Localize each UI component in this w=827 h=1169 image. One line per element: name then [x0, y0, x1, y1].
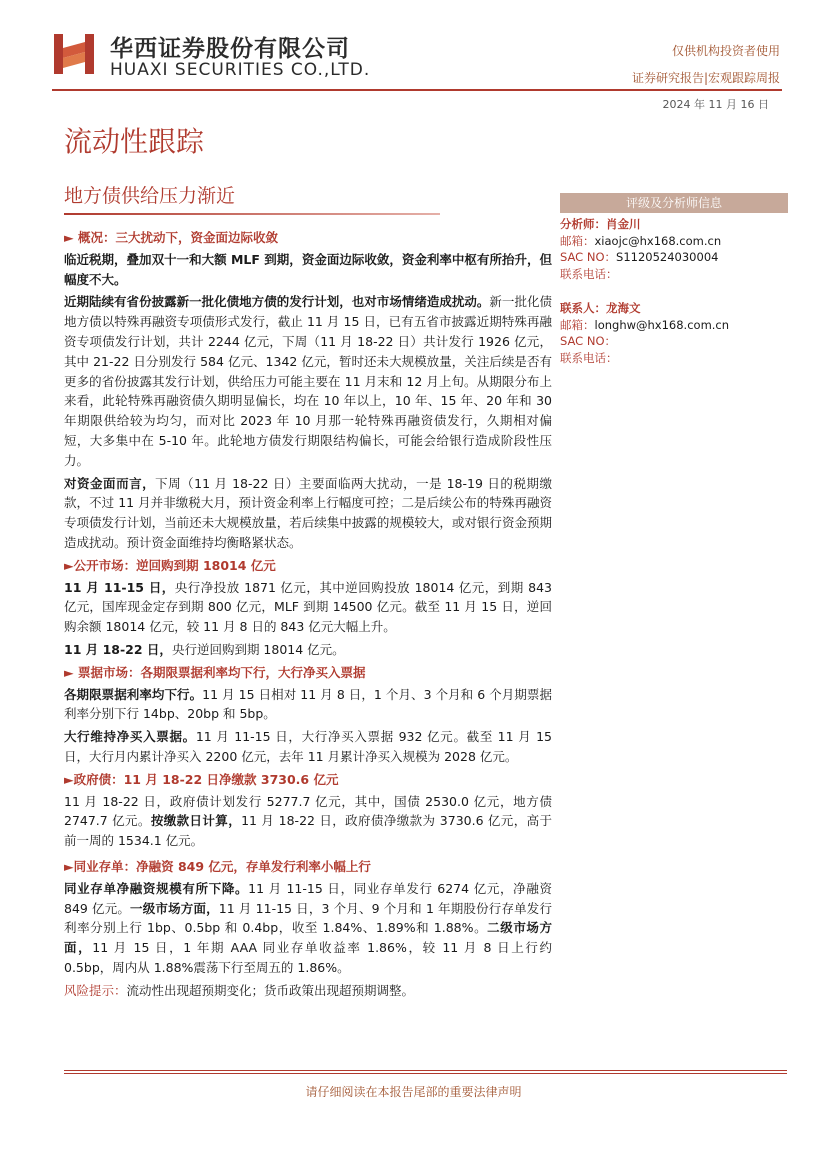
report-date: 2024 年 11 月 16 日: [662, 98, 769, 111]
paragraph: 同业存单净融资规模有所下降。11 月 11-15 日，同业存单发行 6274 亿元，净融资 849 亿元。一级市场方面，11 月 11-15 日，3 个月、9 个月和 1 年期股份行存单发行利率分别上行 1bp、0.5bp 和 0.4bp，收至 1.84%、1.89%和 1.88%。二级市场方面，11 月 15 日，1 年期 AAA 同业存单收益率 1.86%，较 11 月 8 日上行约 0.5bp，周内从 1.88%震荡下行至周五的 1.86%。: [64, 880, 552, 975]
audience-note: 仅供机构投资者使用: [671, 44, 780, 58]
section-heading: ►同业存单：净融资 849 亿元，存单发行利率小幅上行: [64, 858, 371, 874]
company-name-en: HUAXI SECURITIES CO.,LTD.: [110, 60, 371, 80]
paragraph: 11 月 11-15 日，央行净投放 1871 亿元，其中逆回购投放 18014 亿元，到期 843 亿元，国库现金定存到期 800 亿元，MLF 到期 14500 亿元。截至 11 月 15 日，逆回购余额 18014 亿元，较 11 月 8 日的 843 亿元大幅上升。: [64, 579, 552, 635]
paragraph: 各期限票据利率均下行。11 月 15 日相对 11 月 8 日，1 个月、3 个月和 6 个月期票据利率分别下行 14bp、20bp 和 5bp。: [64, 686, 552, 722]
subtitle-underline: [64, 213, 440, 215]
legal-notice-footer: 请仔细阅读在本报告尾部的重要法律声明: [305, 1085, 522, 1099]
contact-name: 联系人：龙海文: [560, 301, 641, 315]
huaxi-logo-icon: [52, 32, 96, 76]
analyst-phone: 联系电话：: [560, 266, 618, 281]
risk-note: 风险提示：流动性出现超预期变化；货币政策出现超预期调整。: [64, 982, 415, 998]
paragraph: 大行维持净买入票据。11 月 11-15 日，大行净买入票据 932 亿元。截至 11 月 15 日，大行月内累计净买入 2200 亿元，去年 11 月累计净买入规模为 2028 亿元。: [64, 729, 552, 764]
paragraph: 11 月 18-22 日，政府债计划发行 5277.7 亿元，其中，国债 2530.0 亿元，地方债 2747.7 亿元。按缴款日计算，11 月 18-22 日，政府债净缴款为 3730.6 亿元，高于前一周的 1534.1 亿元。: [64, 793, 552, 849]
section-heading: ► 概况：三大扰动下，资金面边际收敛: [64, 230, 278, 245]
paragraph: 对资金面而言，下周（11 月 18-22 日）主要面临两大扰动，一是 18-19 日的税期缴款，不过 11 月并非缴税大月，预计资金利率上行幅度可控；二是后续公布的特殊再融资专项债发行计划，当前还未大规模放量，若后续集中披露的规模较大，或对银行资金预期造成扰动。预计资金面维持均衡略紧状态。: [64, 475, 552, 550]
analyst-name: 分析师：肖金川: [560, 217, 641, 231]
section-heading: ► 票据市场：各期限票据利率均下行，大行净买入票据: [64, 664, 366, 680]
section-heading: ►公开市场：逆回购到期 18014 亿元: [64, 557, 276, 573]
report-title: 流动性跟踪: [64, 125, 205, 158]
footer-divider-bottom: [64, 1073, 787, 1074]
paragraph: 近期陆续有省份披露新一批化债地方债的发行计划，也对市场情绪造成扰动。新一批化债地方债以特殊再融资专项债形式发行，截止 11 月 15 日，已有五省市披露近期特殊再融资专项债发行计划，共计 2244 亿元，下周（11 月 18-22 日）共计发行 1926 亿元，其中 21-22 日分别发行 584 亿元、1342 亿元，暂时还未大规模放量，关注后续是否有更多的省份披露其发行计划，供给压力可能主要在 11 月末和 12 月上旬。从期限分布上来看，此轮特殊再融资债久期明显偏长，均在 10 年以上，10 年、15 年、20 年和 30 年期限供给较为均匀，而对比 2023 年 10 月那一轮特殊再融资债发行，久期相对偏短，大多集中在 5-10 年。此轮地方债发行期限结构偏长，可能会给银行造成阶段性压力。: [64, 294, 552, 468]
report-subtitle: 地方债供给压力渐近: [64, 185, 236, 207]
analyst-info-header: 评级及分析师信息: [560, 193, 788, 213]
section-heading: ►政府债：11 月 18-22 日净缴款 3730.6 亿元: [64, 771, 339, 787]
paragraph: 临近税期，叠加双十一和大额 MLF 到期，资金面边际收敛，资金利率中枢有所抬升，但幅度不大。: [64, 251, 552, 287]
analyst-info-panel: [560, 216, 788, 366]
header-divider: [52, 89, 782, 91]
contact-sac: SAC NO：: [560, 334, 617, 348]
main-content: [64, 228, 552, 1003]
paragraph: 11 月 18-22 日，央行逆回购到期 18014 亿元。: [64, 641, 345, 657]
contact-phone: 联系电话：: [560, 350, 618, 365]
footer-divider-top: [64, 1070, 787, 1071]
company-name-cn: 华西证券股份有限公司: [110, 36, 350, 62]
contact-email: 邮箱：longhw@hx168.com.cn: [560, 317, 730, 332]
analyst-email: 邮箱：xiaojc@hx168.com.cn: [560, 233, 722, 248]
report-type: 证券研究报告|宏观跟踪周报: [631, 71, 780, 85]
analyst-sac: SAC NO：S1120524030004: [560, 250, 719, 264]
